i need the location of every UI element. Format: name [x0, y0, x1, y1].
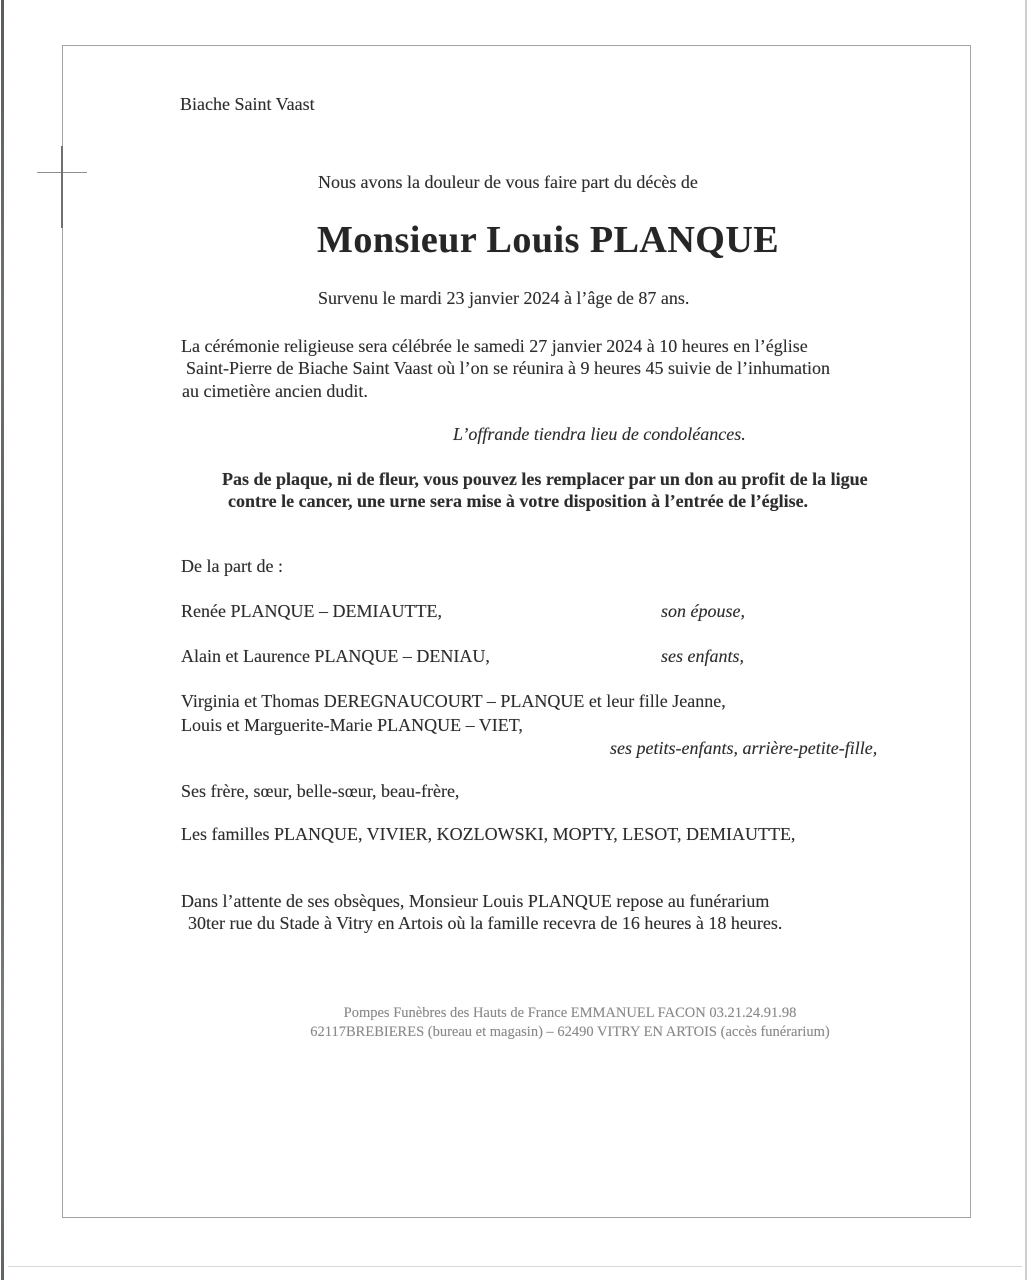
scan-edge-right-line — [1025, 0, 1027, 1280]
death-date-line: Survenu le mardi 23 janvier 2024 à l’âge de 87 ans. — [318, 288, 690, 308]
fold-cross-mark-vertical — [61, 146, 63, 228]
deceased-name-title: Monsieur Louis PLANQUE — [317, 219, 780, 261]
grandchildren-names-line-2: Louis et Marguerite-Marie PLANQUE – VIET, — [181, 715, 523, 735]
ceremony-line-1: La cérémonie religieuse sera célébrée le samedi 27 janvier 2024 à 10 heures en l’église — [181, 336, 808, 356]
repose-line-1: Dans l’attente de ses obsèques, Monsieur Louis PLANQUE repose au funérarium — [181, 891, 770, 911]
funeral-home-line-1: Pompes Funèbres des Hauts de France EMMANUEL FACON 03.21.24.91.98 — [343, 1005, 797, 1021]
children-names: Alain et Laurence PLANQUE – DENIAU, — [181, 646, 490, 666]
families-line: Les familles PLANQUE, VIVIER, KOZLOWSKI, MOPTY, LESOT, DEMIAUTTE, — [181, 824, 796, 844]
grandchildren-relation: ses petits-enfants, arrière-petite-fille, — [610, 738, 878, 758]
scan-edge-left-line — [1, 0, 4, 1280]
repose-line-2: 30ter rue du Stade à Vitry en Artois où la famille recevra de 16 heures à 18 heures. — [188, 913, 783, 933]
from-label: De la part de : — [181, 556, 283, 576]
spouse-relation: son épouse, — [661, 601, 745, 621]
place-name: Biache Saint Vaast — [180, 94, 315, 114]
ceremony-line-2: Saint-Pierre de Biache Saint Vaast où l’on se réunira à 9 heures 45 suivie de l’inhumation — [186, 358, 831, 378]
funeral-home-line-2: 62117BREBIERES (bureau et magasin) – 62490 VITRY EN ARTOIS (accès funérarium) — [310, 1024, 830, 1040]
intro-line: Nous avons la douleur de vous faire part du décès de — [318, 172, 698, 192]
donation-line-2: contre le cancer, une urne sera mise à votre disposition à l’entrée de l’église. — [228, 491, 809, 511]
children-relation: ses enfants, — [661, 646, 744, 666]
siblings-line: Ses frère, sœur, belle-sœur, beau-frère, — [181, 781, 460, 801]
ceremony-line-3: au cimetière ancien dudit. — [182, 381, 368, 401]
scan-edge-bottom-line — [8, 1266, 1022, 1267]
spouse-names: Renée PLANQUE – DEMIAUTTE, — [181, 601, 442, 621]
donation-line-1: Pas de plaque, ni de fleur, vous pouvez les remplacer par un don au profit de la ligue — [222, 469, 868, 489]
grandchildren-names-line-1: Virginia et Thomas DEREGNAUCOURT – PLANQUE et leur fille Jeanne, — [181, 691, 726, 711]
offering-line: L’offrande tiendra lieu de condoléances. — [453, 424, 746, 444]
